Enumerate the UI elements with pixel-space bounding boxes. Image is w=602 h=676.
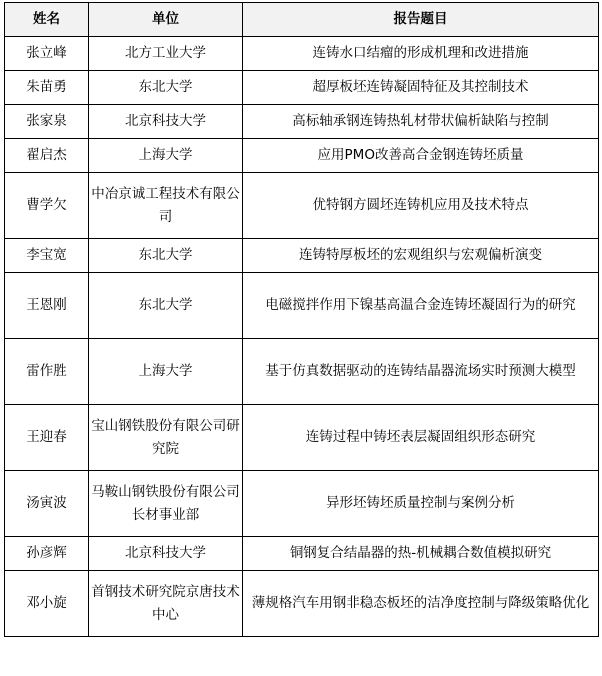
cell-topic: 超厚板坯连铸凝固特征及其控制技术 (243, 71, 599, 105)
cell-unit: 东北大学 (89, 273, 243, 339)
table-row (5, 173, 599, 239)
cell-topic: 连铸特厚板坯的宏观组织与宏观偏析演变 (243, 239, 599, 273)
cell-unit: 北京科技大学 (89, 537, 243, 571)
cell-name: 翟启杰 (5, 139, 89, 173)
cell-name: 雷作胜 (5, 339, 89, 405)
table-row (5, 339, 599, 405)
cell-topic: 薄规格汽车用钢非稳态板坯的洁净度控制与降级策略优化 (243, 571, 599, 637)
table-row (5, 37, 599, 71)
cell-name: 汤寅波 (5, 471, 89, 537)
cell-name: 邓小旋 (5, 571, 89, 637)
cell-unit: 上海大学 (89, 339, 243, 405)
table-row (5, 405, 599, 471)
table-row (5, 239, 599, 273)
cell-name: 王恩刚 (5, 273, 89, 339)
cell-name: 李宝宽 (5, 239, 89, 273)
cell-unit: 东北大学 (89, 239, 243, 273)
header-row (5, 3, 599, 37)
cell-topic: 应用PMO改善高合金钢连铸坯质量 (243, 139, 599, 173)
table-row (5, 105, 599, 139)
cell-topic: 电磁搅拌作用下镍基高温合金连铸坯凝固行为的研究 (243, 273, 599, 339)
header-name: 姓名 (5, 3, 89, 37)
cell-topic: 高标轴承钢连铸热轧材带状偏析缺陷与控制 (243, 105, 599, 139)
table-row (5, 571, 599, 637)
cell-name: 孙彦辉 (5, 537, 89, 571)
header-topic: 报告题目 (243, 3, 599, 37)
cell-name: 朱苗勇 (5, 71, 89, 105)
cell-unit: 宝山钢铁股份有限公司研究院 (89, 405, 243, 471)
cell-unit: 东北大学 (89, 71, 243, 105)
table-row (5, 139, 599, 173)
table-row (5, 71, 599, 105)
cell-unit: 马鞍山钢铁股份有限公司长材事业部 (89, 471, 243, 537)
cell-unit: 中冶京诚工程技术有限公司 (89, 173, 243, 239)
cell-unit: 北方工业大学 (89, 37, 243, 71)
speaker-table (4, 2, 599, 637)
header-unit: 单位 (89, 3, 243, 37)
table-row (5, 471, 599, 537)
cell-topic: 异形坯铸坯质量控制与案例分析 (243, 471, 599, 537)
cell-topic: 基于仿真数据驱动的连铸结晶器流场实时预测大模型 (243, 339, 599, 405)
cell-topic: 铜钢复合结晶器的热-机械耦合数值模拟研究 (243, 537, 599, 571)
cell-topic: 连铸水口结瘤的形成机理和改进措施 (243, 37, 599, 71)
table-row (5, 537, 599, 571)
cell-topic: 连铸过程中铸坯表层凝固组织形态研究 (243, 405, 599, 471)
cell-topic: 优特钢方圆坯连铸机应用及技术特点 (243, 173, 599, 239)
cell-name: 张家泉 (5, 105, 89, 139)
cell-name: 王迎春 (5, 405, 89, 471)
cell-name: 曹学欠 (5, 173, 89, 239)
cell-unit: 首钢技术研究院京唐技术中心 (89, 571, 243, 637)
table-row (5, 273, 599, 339)
cell-name: 张立峰 (5, 37, 89, 71)
cell-unit: 上海大学 (89, 139, 243, 173)
cell-unit: 北京科技大学 (89, 105, 243, 139)
